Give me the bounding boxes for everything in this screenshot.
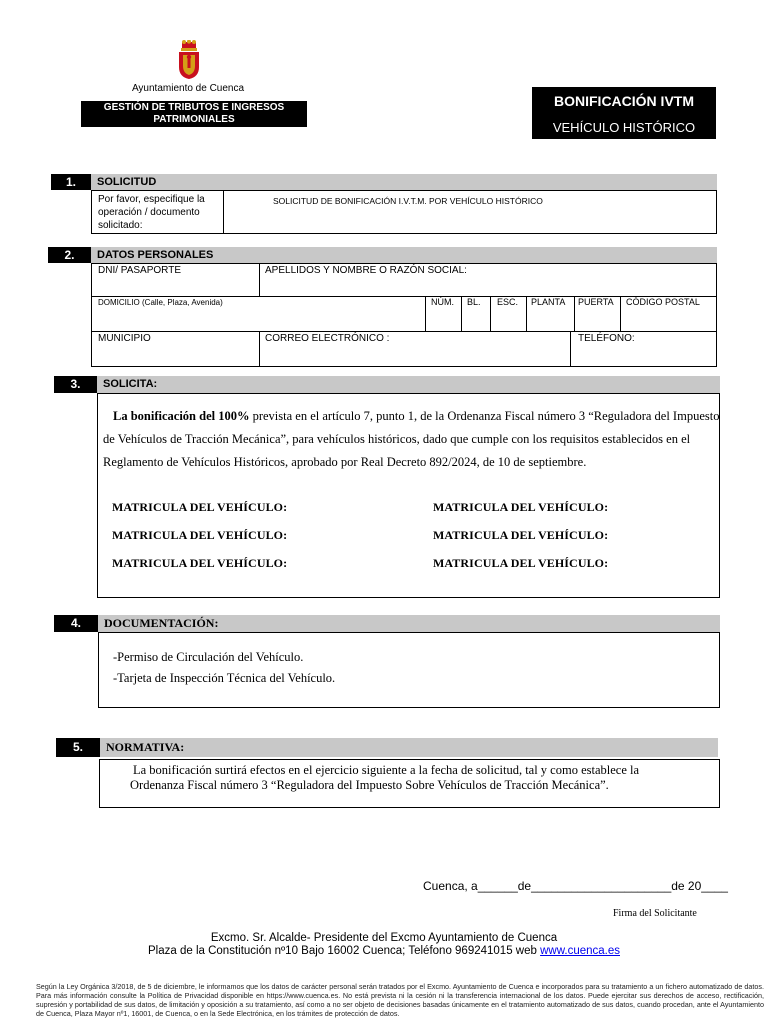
section-2-title: DATOS PERSONALES bbox=[91, 247, 717, 263]
org-name: Ayuntamiento de Cuenca bbox=[131, 83, 245, 94]
matricula-field-6[interactable]: MATRICULA DEL VEHÍCULO: bbox=[433, 556, 609, 570]
normativa-line-1: La bonificación surtirá efectos en el ejercicio siguiente a la fecha de solicitud, tal y como establece la bbox=[133, 763, 640, 777]
bloque-field-label[interactable]: BL. bbox=[467, 297, 481, 307]
section-1-title: SOLICITUD bbox=[91, 174, 717, 190]
codigo-postal-field-label[interactable]: CÓDIGO POSTAL bbox=[626, 297, 700, 307]
divider bbox=[223, 190, 224, 234]
section-5-number: 5. bbox=[56, 738, 100, 757]
divider bbox=[259, 263, 260, 296]
divider bbox=[526, 296, 527, 331]
date-place-line[interactable]: Cuenca, a______de_____________________de 20____ bbox=[423, 879, 728, 893]
solicita-line-2: de Vehículos de Tracción Mecánica”, para vehículos históricos, dado que cumple con los requisitos establecidos en el bbox=[103, 432, 691, 446]
divider bbox=[461, 296, 462, 331]
form-title-box bbox=[532, 87, 716, 139]
divider bbox=[490, 296, 491, 331]
matricula-field-4[interactable]: MATRICULA DEL VEHÍCULO: bbox=[433, 500, 609, 514]
section-4-box bbox=[98, 632, 720, 708]
solicita-bold-start: La bonificación del 100% bbox=[113, 409, 250, 423]
section-3-title: SOLICITA: bbox=[97, 376, 720, 393]
privacy-notice: Según la Ley Orgánica 3/2018, de 5 de diciembre, le informamos que los datos de carácter personal serán tratados por el Excmo. Ayuntamiento de Cuenca e incorporados para su tratamiento a un fichero automatizado de datos. Para más información consulte la Política de Privacidad disponible en https://www.cuenca.es. No está prevista ni la cesión ni la transferencia internacional de los datos. Puede ejercitar sus derechos de acceso, rectificación, supresión y portabilidad de sus datos, de limitación y oposición a su tratamiento, así como a no ser objeto de decisiones basadas únicamente en el tratamiento automatizado de sus datos, cuando procedan, ante el Ayuntamiento de Cuenca, Plaza Mayor nº1, 16001, de Cuenca, o en la Sede Electrónica, en los trámites de protección de datos. bbox=[36, 982, 764, 1018]
doc-item-1: -Permiso de Circulación del Vehículo. bbox=[113, 650, 304, 664]
footer-address bbox=[0, 945, 768, 957]
divider bbox=[91, 331, 717, 332]
correo-field-label[interactable]: CORREO ELECTRÓNICO : bbox=[265, 333, 390, 344]
website-link[interactable]: www.cuenca.es bbox=[540, 945, 620, 957]
form-title: BONIFICACIÓN IVTM bbox=[554, 93, 694, 109]
city-crest-logo bbox=[176, 40, 202, 80]
doc-item-2-text: Tarjeta de Inspección Técnica del Vehículo. bbox=[117, 671, 336, 685]
department-line-1: GESTIÓN DE TRIBUTOS E INGRESOS bbox=[103, 102, 285, 113]
puerta-field-label[interactable]: PUERTA bbox=[578, 297, 614, 307]
matricula-field-3[interactable]: MATRICULA DEL VEHÍCULO: bbox=[112, 556, 288, 570]
department-banner bbox=[81, 101, 307, 127]
address-text: Plaza de la Constitución nº10 Bajo 16002 Cuenca; Teléfono 969241015 web bbox=[148, 945, 541, 957]
doc-item-1-text: Permiso de Circulación del Vehículo. bbox=[117, 650, 304, 664]
normativa-line-2: Ordenanza Fiscal número 3 “Reguladora del Impuesto Sobre Vehículos de Tracción Mecánica”. bbox=[130, 778, 609, 792]
personal-data-grid bbox=[91, 263, 717, 367]
solicita-line-3: Reglamento de Vehículos Históricos, aprobado por Real Decreto 892/2024, de 10 de septiembre. bbox=[103, 455, 587, 469]
divider bbox=[259, 331, 260, 367]
section-2-number: 2. bbox=[48, 247, 91, 263]
dni-field-label[interactable]: DNI/ PASAPORTE bbox=[98, 265, 181, 276]
solicitud-label: Por favor, especifique la operación / documento solicitado: bbox=[98, 194, 205, 231]
planta-field-label[interactable]: PLANTA bbox=[531, 297, 566, 307]
section-4-number: 4. bbox=[54, 615, 98, 632]
signature-label: Firma del Solicitante bbox=[613, 908, 697, 919]
escalera-field-label[interactable]: ESC. bbox=[497, 297, 519, 307]
matricula-field-1[interactable]: MATRICULA DEL VEHÍCULO: bbox=[112, 500, 288, 514]
addressee: Excmo. Sr. Alcalde- Presidente del Excmo Ayuntamiento de Cuenca bbox=[210, 932, 558, 944]
solicitud-value[interactable]: SOLICITUD DE BONIFICACIÓN I.V.T.M. POR VEHÍCULO HISTÓRICO bbox=[273, 196, 543, 206]
doc-item-2: -Tarjeta de Inspección Técnica del Vehículo. bbox=[113, 671, 336, 685]
section-1-number: 1. bbox=[51, 174, 91, 190]
divider bbox=[570, 331, 571, 367]
telefono-field-label[interactable]: TELÉFONO: bbox=[578, 333, 635, 344]
section-4-title: DOCUMENTACIÓN: bbox=[98, 615, 720, 632]
municipio-field-label[interactable]: MUNICIPIO bbox=[98, 333, 151, 344]
divider bbox=[425, 296, 426, 331]
matricula-field-2[interactable]: MATRICULA DEL VEHÍCULO: bbox=[112, 528, 288, 542]
solicita-line-1 bbox=[103, 405, 720, 428]
numero-field-label[interactable]: NÚM. bbox=[431, 297, 454, 307]
nombre-field-label[interactable]: APELLIDOS Y NOMBRE O RAZÓN SOCIAL: bbox=[265, 265, 467, 276]
form-subtitle: VEHÍCULO HISTÓRICO bbox=[552, 120, 696, 135]
domicilio-field-label[interactable]: DOMICILIO (Calle, Plaza, Avenida) bbox=[98, 298, 223, 307]
divider bbox=[620, 296, 621, 331]
solicita-text bbox=[103, 405, 720, 474]
solicita-text-1: prevista en el artículo 7, punto 1, de la Ordenanza Fiscal número 3 “Reguladora del Impuesto bbox=[249, 409, 720, 423]
divider bbox=[574, 296, 575, 331]
department-line-2: PATRIMONIALES bbox=[153, 114, 235, 125]
section-5-title: NORMATIVA: bbox=[100, 738, 718, 757]
matricula-field-5[interactable]: MATRICULA DEL VEHÍCULO: bbox=[433, 528, 609, 542]
section-3-number: 3. bbox=[54, 376, 97, 393]
